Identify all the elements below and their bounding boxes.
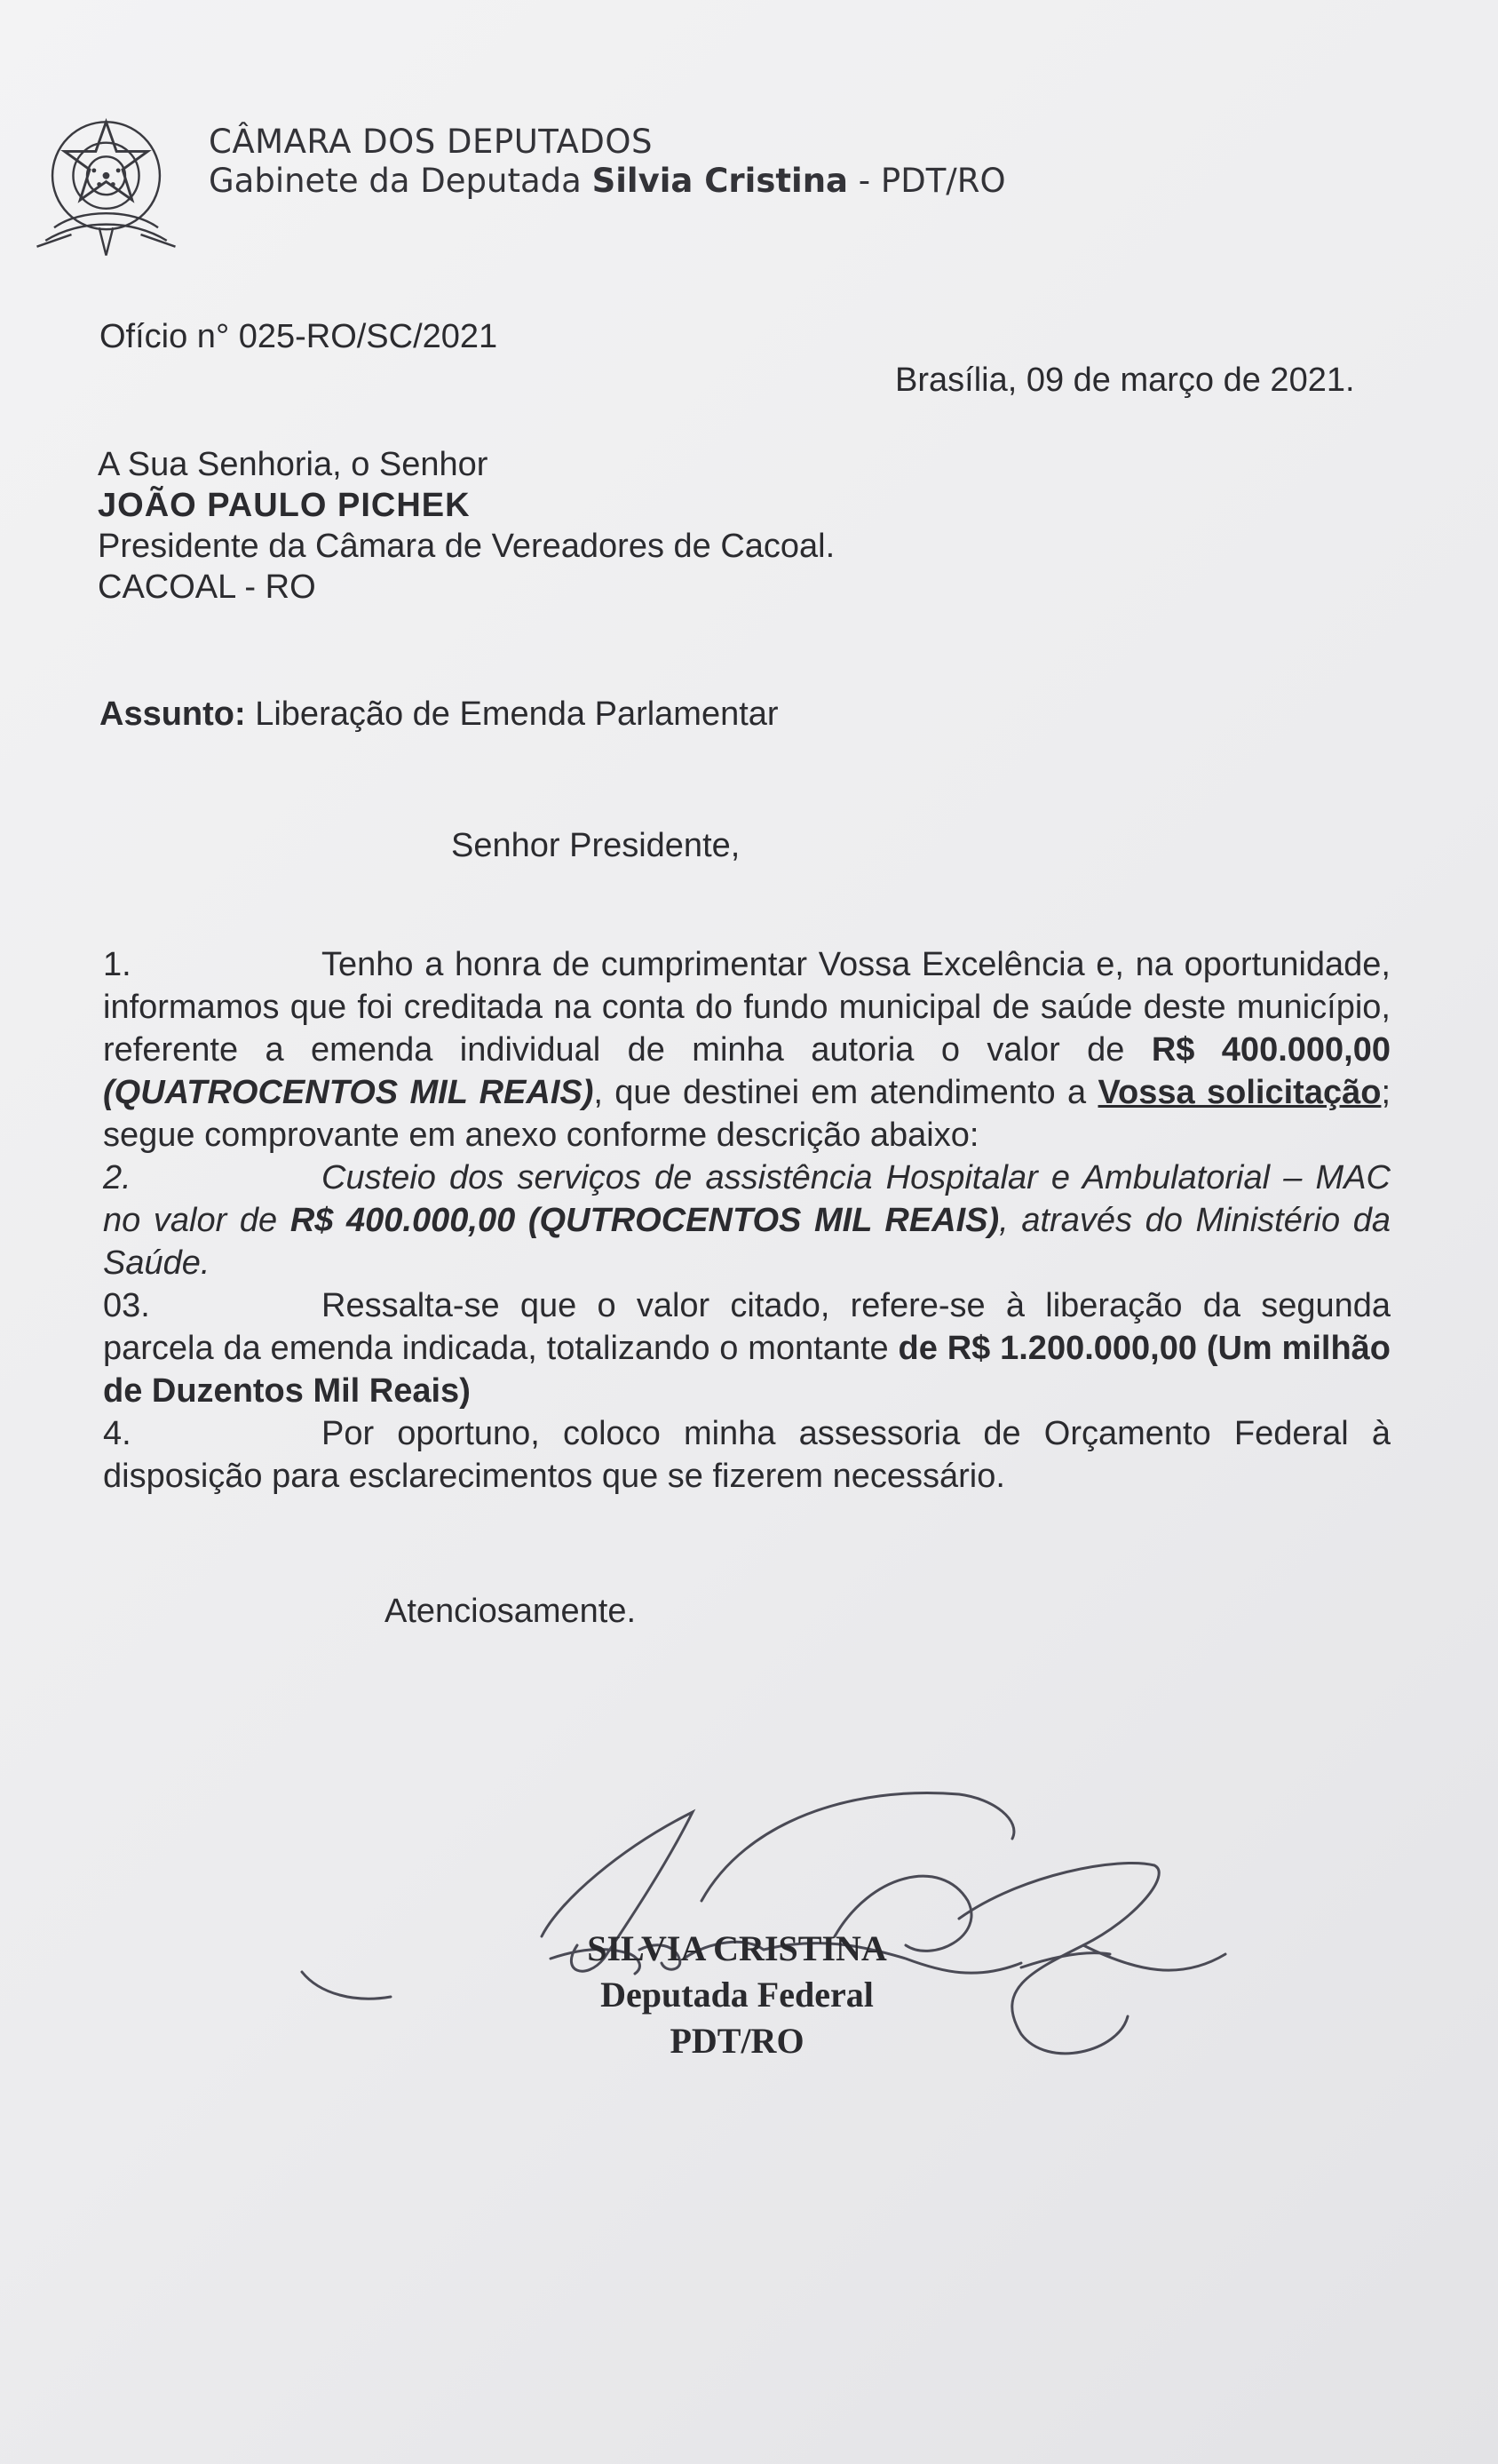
letter-body <box>103 943 1391 1498</box>
request-reference: Vossa solicitação <box>1098 1074 1382 1111</box>
paragraph-4: 4. Por oportuno, coloco minha assessoria de Orçamento Federal à disposição para esclarecimentos que se fizerem necessário. <box>103 1412 1391 1498</box>
amount-value: R$ 400.000,00 (QUTROCENTOS MIL REAIS) <box>289 1202 1000 1239</box>
signatory-title: Deputada Federal <box>600 1975 874 2015</box>
recipient-name: JOÃO PAULO PICHEK <box>98 487 471 524</box>
paragraph-number: 2. <box>103 1159 131 1196</box>
subject-label: Assunto: <box>99 695 246 733</box>
paragraph-number: 4. <box>103 1415 131 1452</box>
paragraph-number: 03. <box>103 1287 150 1324</box>
institution-name: CÂMARA DOS DEPUTADOS <box>209 123 653 161</box>
paragraph-1: 1. Tenho a honra de cumprimentar Vossa Excelência e, na oportunidade, informamos que foi creditada na conta do fundo municipal de saúde deste município, referente a emenda individual de minha autoria o valor de R$ 400.000,00 (QUATROCENTOS MIL REAIS), que destinei em atendimento a Vossa solicitação; segue comprovante em anexo conforme descrição abaixo: <box>103 943 1391 1156</box>
subject-line <box>99 693 779 735</box>
recipient-block <box>98 444 835 608</box>
recipient-greeting: A Sua Senhoria, o Senhor <box>98 446 488 483</box>
paragraph-number: 1. <box>103 946 131 983</box>
subject-text: Liberação de Emenda Parlamentar <box>255 695 779 733</box>
signatory-party: PDT/RO <box>670 2021 804 2061</box>
office-name: Silvia Cristina <box>591 162 849 200</box>
coat-of-arms-icon <box>20 98 193 271</box>
letterhead <box>209 123 1006 201</box>
recipient-role: Presidente da Câmara de Vereadores de Cacoal. <box>98 528 836 565</box>
paragraph-2: 2. Custeio dos serviços de assistência Hospitalar e Ambulatorial – MAC no valor de R$ 400.000,00 (QUTROCENTOS MIL REAIS), através do Ministério da Saúde. <box>103 1156 1391 1284</box>
office-line: Gabinete da Deputada Silvia Cristina - PDT/RO <box>209 162 1006 200</box>
signature-block <box>551 1926 923 2064</box>
salutation: Senhor Presidente, <box>451 827 741 864</box>
reference-number: Ofício n° 025-RO/SC/2021 <box>99 318 498 355</box>
total-amount: de R$ 1.200.000,00 (Um milhão de Duzentos Mil Reais) <box>103 1330 1391 1410</box>
paragraph-3: 03. Ressalta-se que o valor citado, refere-se à liberação da segunda parcela da emenda indicada, totalizando o montante de R$ 1.200.000,00 (Um milhão de Duzentos Mil Reais) <box>103 1284 1391 1412</box>
amount-words: (QUATROCENTOS MIL REAIS) <box>103 1074 594 1111</box>
letter-date: Brasília, 09 de março de 2021. <box>895 362 1355 399</box>
amount-value: R$ 400.000,00 <box>1151 1031 1391 1069</box>
signatory-name: SILVIA CRISTINA <box>587 1928 887 1968</box>
closing: Atenciosamente. <box>384 1593 637 1630</box>
recipient-city: CACOAL - RO <box>98 568 316 606</box>
